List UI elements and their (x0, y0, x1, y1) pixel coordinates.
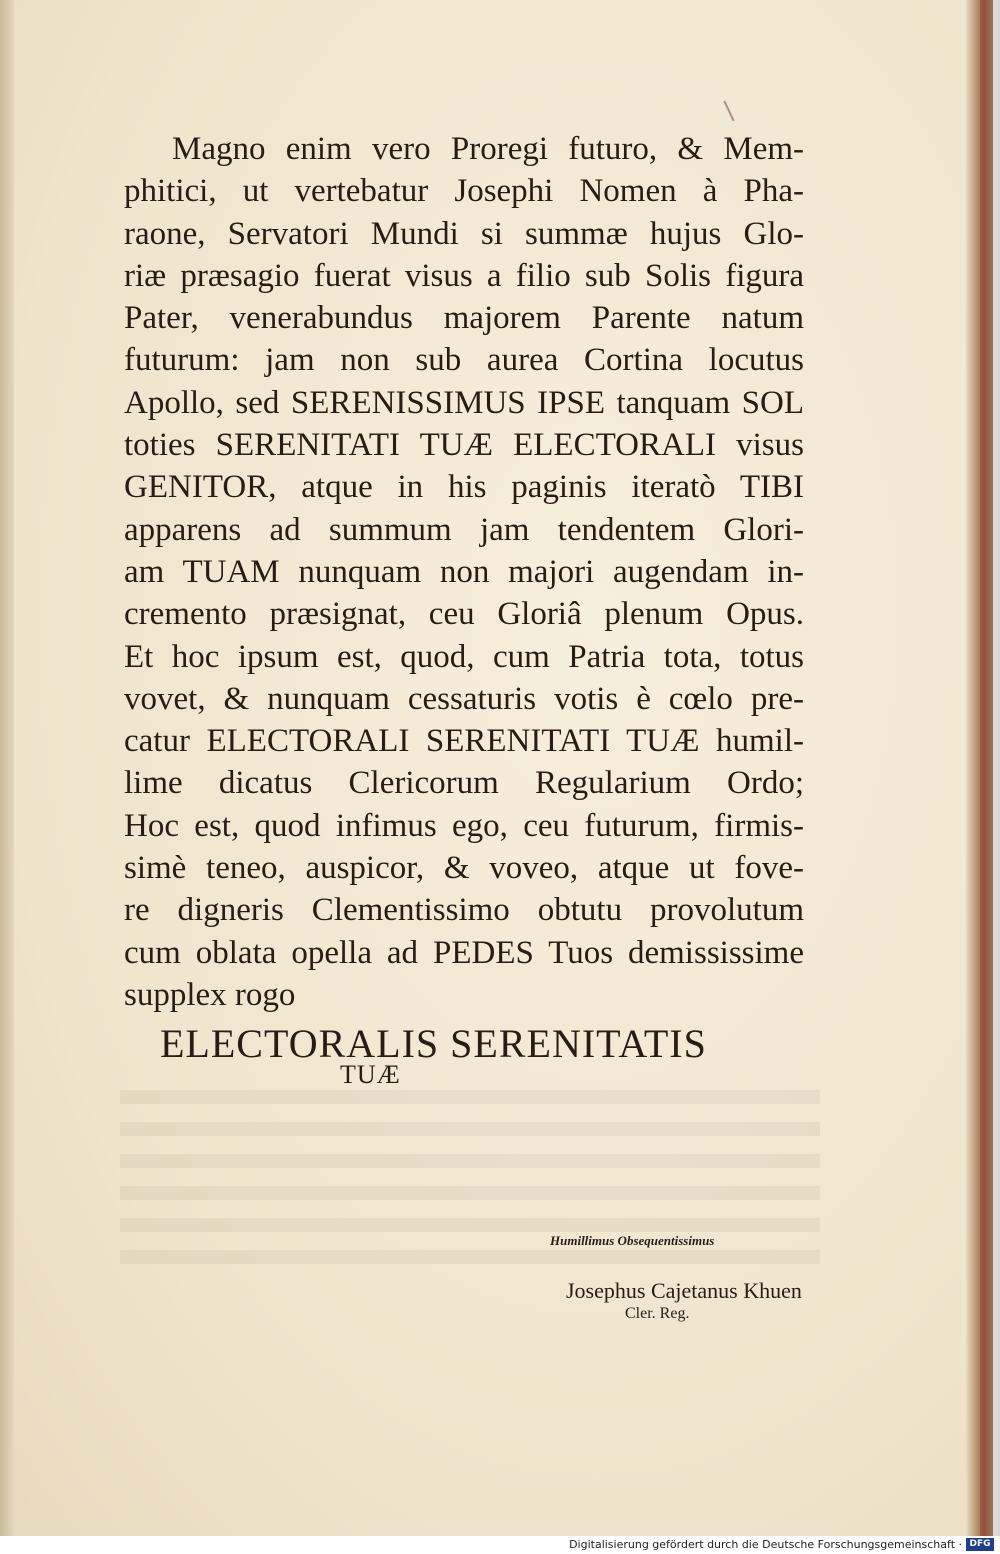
closing-salutation-2: TUÆ (340, 1060, 401, 1089)
body-line: Apollo, sed SERENISSIMUS IPSE tanquam SOL (124, 384, 804, 421)
closing-salutation: ELECTORALIS SERENITATIS (160, 1021, 707, 1066)
signer-name: Josephus Cajetanus Khuen (566, 1278, 802, 1303)
humility-formula: Humillimus Obsequentissimus (550, 1233, 715, 1248)
page-edge-left (0, 0, 14, 1536)
body-line: re digneris Clementissimo obtutu provolutum (124, 892, 804, 929)
body-line: Et hoc ipsum est, quod, cum Patria tota, totus (124, 638, 804, 675)
body-line: catur ELECTORALI SERENITATI TUÆ humil- (124, 723, 804, 760)
body-line: futurum: jam non sub aurea Cortina locutus (124, 342, 804, 379)
body-line: phitici, ut vertebatur Josephi Nomen à Pha- (124, 173, 804, 210)
body-line: vovet, & nunquam cessaturis votis è cœlo pre- (124, 680, 804, 717)
body-line: am TUAM nunquam non majori augendam in- (124, 553, 804, 590)
body-line: supplex rogo (124, 976, 296, 1013)
body-line: riæ præsagio fuerat visus a filio sub Solis figura (124, 257, 804, 294)
show-through-bleed (120, 1090, 820, 1270)
ink-mark (723, 101, 734, 122)
body-line: apparens ad summum jam tendentem Glori- (124, 511, 804, 548)
body-line: raone, Servatori Mundi si summæ hujus Glo- (124, 215, 804, 252)
body-line: Pater, venerabundus majorem Parente natum (124, 300, 804, 337)
body-line: toties SERENITATI TUÆ ELECTORALI visus (124, 427, 804, 464)
page-edge-red-trim (980, 0, 986, 1536)
body-line: cum oblata opella ad PEDES Tuos demississime (124, 934, 804, 971)
body-line: Magno enim vero Proregi futuro, & Mem- (172, 131, 804, 167)
dfg-logo-icon: DFG (966, 1538, 994, 1551)
funding-credit: Digitalisierung gefördert durch die Deutsche Forschungsgemeinschaft · (569, 1538, 962, 1551)
signer-order: Cler. Reg. (625, 1305, 690, 1322)
body-line: GENITOR, atque in his paginis iteratò TIBI (124, 469, 804, 506)
body-line: lime dicatus Clericorum Regularium Ordo; (124, 765, 804, 802)
body-line: Hoc est, quod infimus ego, ceu futurum, firmis- (124, 807, 804, 844)
body-line: simè teneo, auspicor, & voveo, atque ut fove- (124, 850, 804, 887)
body-line: cremento præsignat, ceu Gloriâ plenum Opus. (124, 596, 804, 633)
body-text (124, 128, 804, 1016)
footer-bar (0, 1536, 1000, 1554)
